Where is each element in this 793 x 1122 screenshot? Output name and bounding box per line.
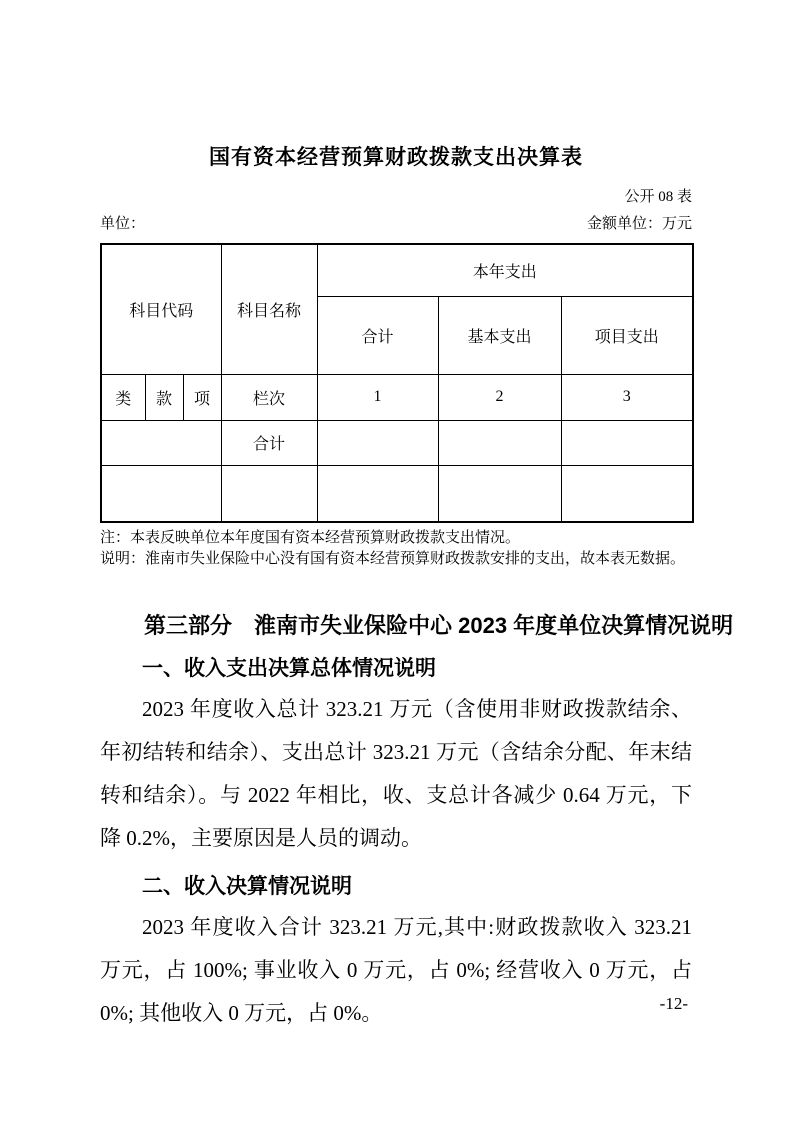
paragraph-income-details: 2023 年度收入合计 323.21 万元,其中:财政拨款收入 323.21 万元，占 100%; 事业收入 0 万元，占 0%; 经营收入 0 万元，占 0%; 其他收入 0 万元，占 0%。 xyxy=(100,915,692,1025)
table-number: 公开 08 表 xyxy=(624,189,692,205)
table-meta-row xyxy=(100,213,692,235)
section-heading-income-details: 二、收入决算情况说明 xyxy=(142,875,352,898)
column-number-2: 2 xyxy=(438,374,561,420)
header-project-expenditure: 项目支出 xyxy=(561,296,693,374)
header-item: 项 xyxy=(183,374,221,420)
amount-unit-label: 金额单位：万元 xyxy=(586,216,692,232)
header-section: 款 xyxy=(145,374,183,420)
table-row xyxy=(101,465,693,522)
part-heading: 第三部分 淮南市失业保险中心 2023 年度单位决算情况说明 xyxy=(144,613,734,638)
table-column-index-row xyxy=(101,374,693,420)
row-code-cell xyxy=(101,465,221,522)
table-row xyxy=(101,420,693,465)
table-note-line: 说明：淮南市失业保险中心没有国有资本经营预算财政拨款安排的支出，故本表无数据。 xyxy=(100,551,686,567)
column-number-3: 3 xyxy=(561,374,693,420)
page-number: -12- xyxy=(659,994,688,1013)
row-name-cell: 合计 xyxy=(221,420,317,465)
document-title: 国有资本经营预算财政拨款支出决算表 xyxy=(209,146,583,169)
header-class: 类 xyxy=(101,374,145,420)
table-note-line: 注：本表反映单位本年度国有资本经营预算财政拨款支出情况。 xyxy=(100,530,521,546)
header-total: 合计 xyxy=(317,296,438,374)
row-basic-cell xyxy=(438,465,561,522)
row-code-cell xyxy=(101,420,221,465)
header-basic-expenditure: 基本支出 xyxy=(438,296,561,374)
row-total-cell xyxy=(317,465,438,522)
header-subject-code: 科目代码 xyxy=(101,244,221,374)
row-project-cell xyxy=(561,465,693,522)
section-heading-income-expenditure-overview: 一、收入支出决算总体情况说明 xyxy=(142,657,436,680)
narrative-section xyxy=(100,610,734,1035)
table-notes xyxy=(100,528,692,570)
column-number-1: 1 xyxy=(317,374,438,420)
row-project-cell xyxy=(561,420,693,465)
paragraph-overview: 2023 年度收入总计 323.21 万元（含使用非财政拨款结余、年初结转和结余）、支出总计 323.21 万元（含结余分配、年末结转和结余）。与 2022 年相比，收、支总计各减少 0.64 万元，下降 0.2%，主要原因是人员的调动。 xyxy=(100,697,692,850)
unit-label: 单位： xyxy=(100,216,146,232)
row-basic-cell xyxy=(438,420,561,465)
header-current-year-expenditure: 本年支出 xyxy=(317,244,693,296)
header-subject-name: 科目名称 xyxy=(221,244,317,374)
expenditure-table xyxy=(100,243,694,523)
table-header-row-1 xyxy=(101,244,693,296)
header-column-index: 栏次 xyxy=(221,374,317,420)
row-name-cell xyxy=(221,465,317,522)
row-total-cell xyxy=(317,420,438,465)
